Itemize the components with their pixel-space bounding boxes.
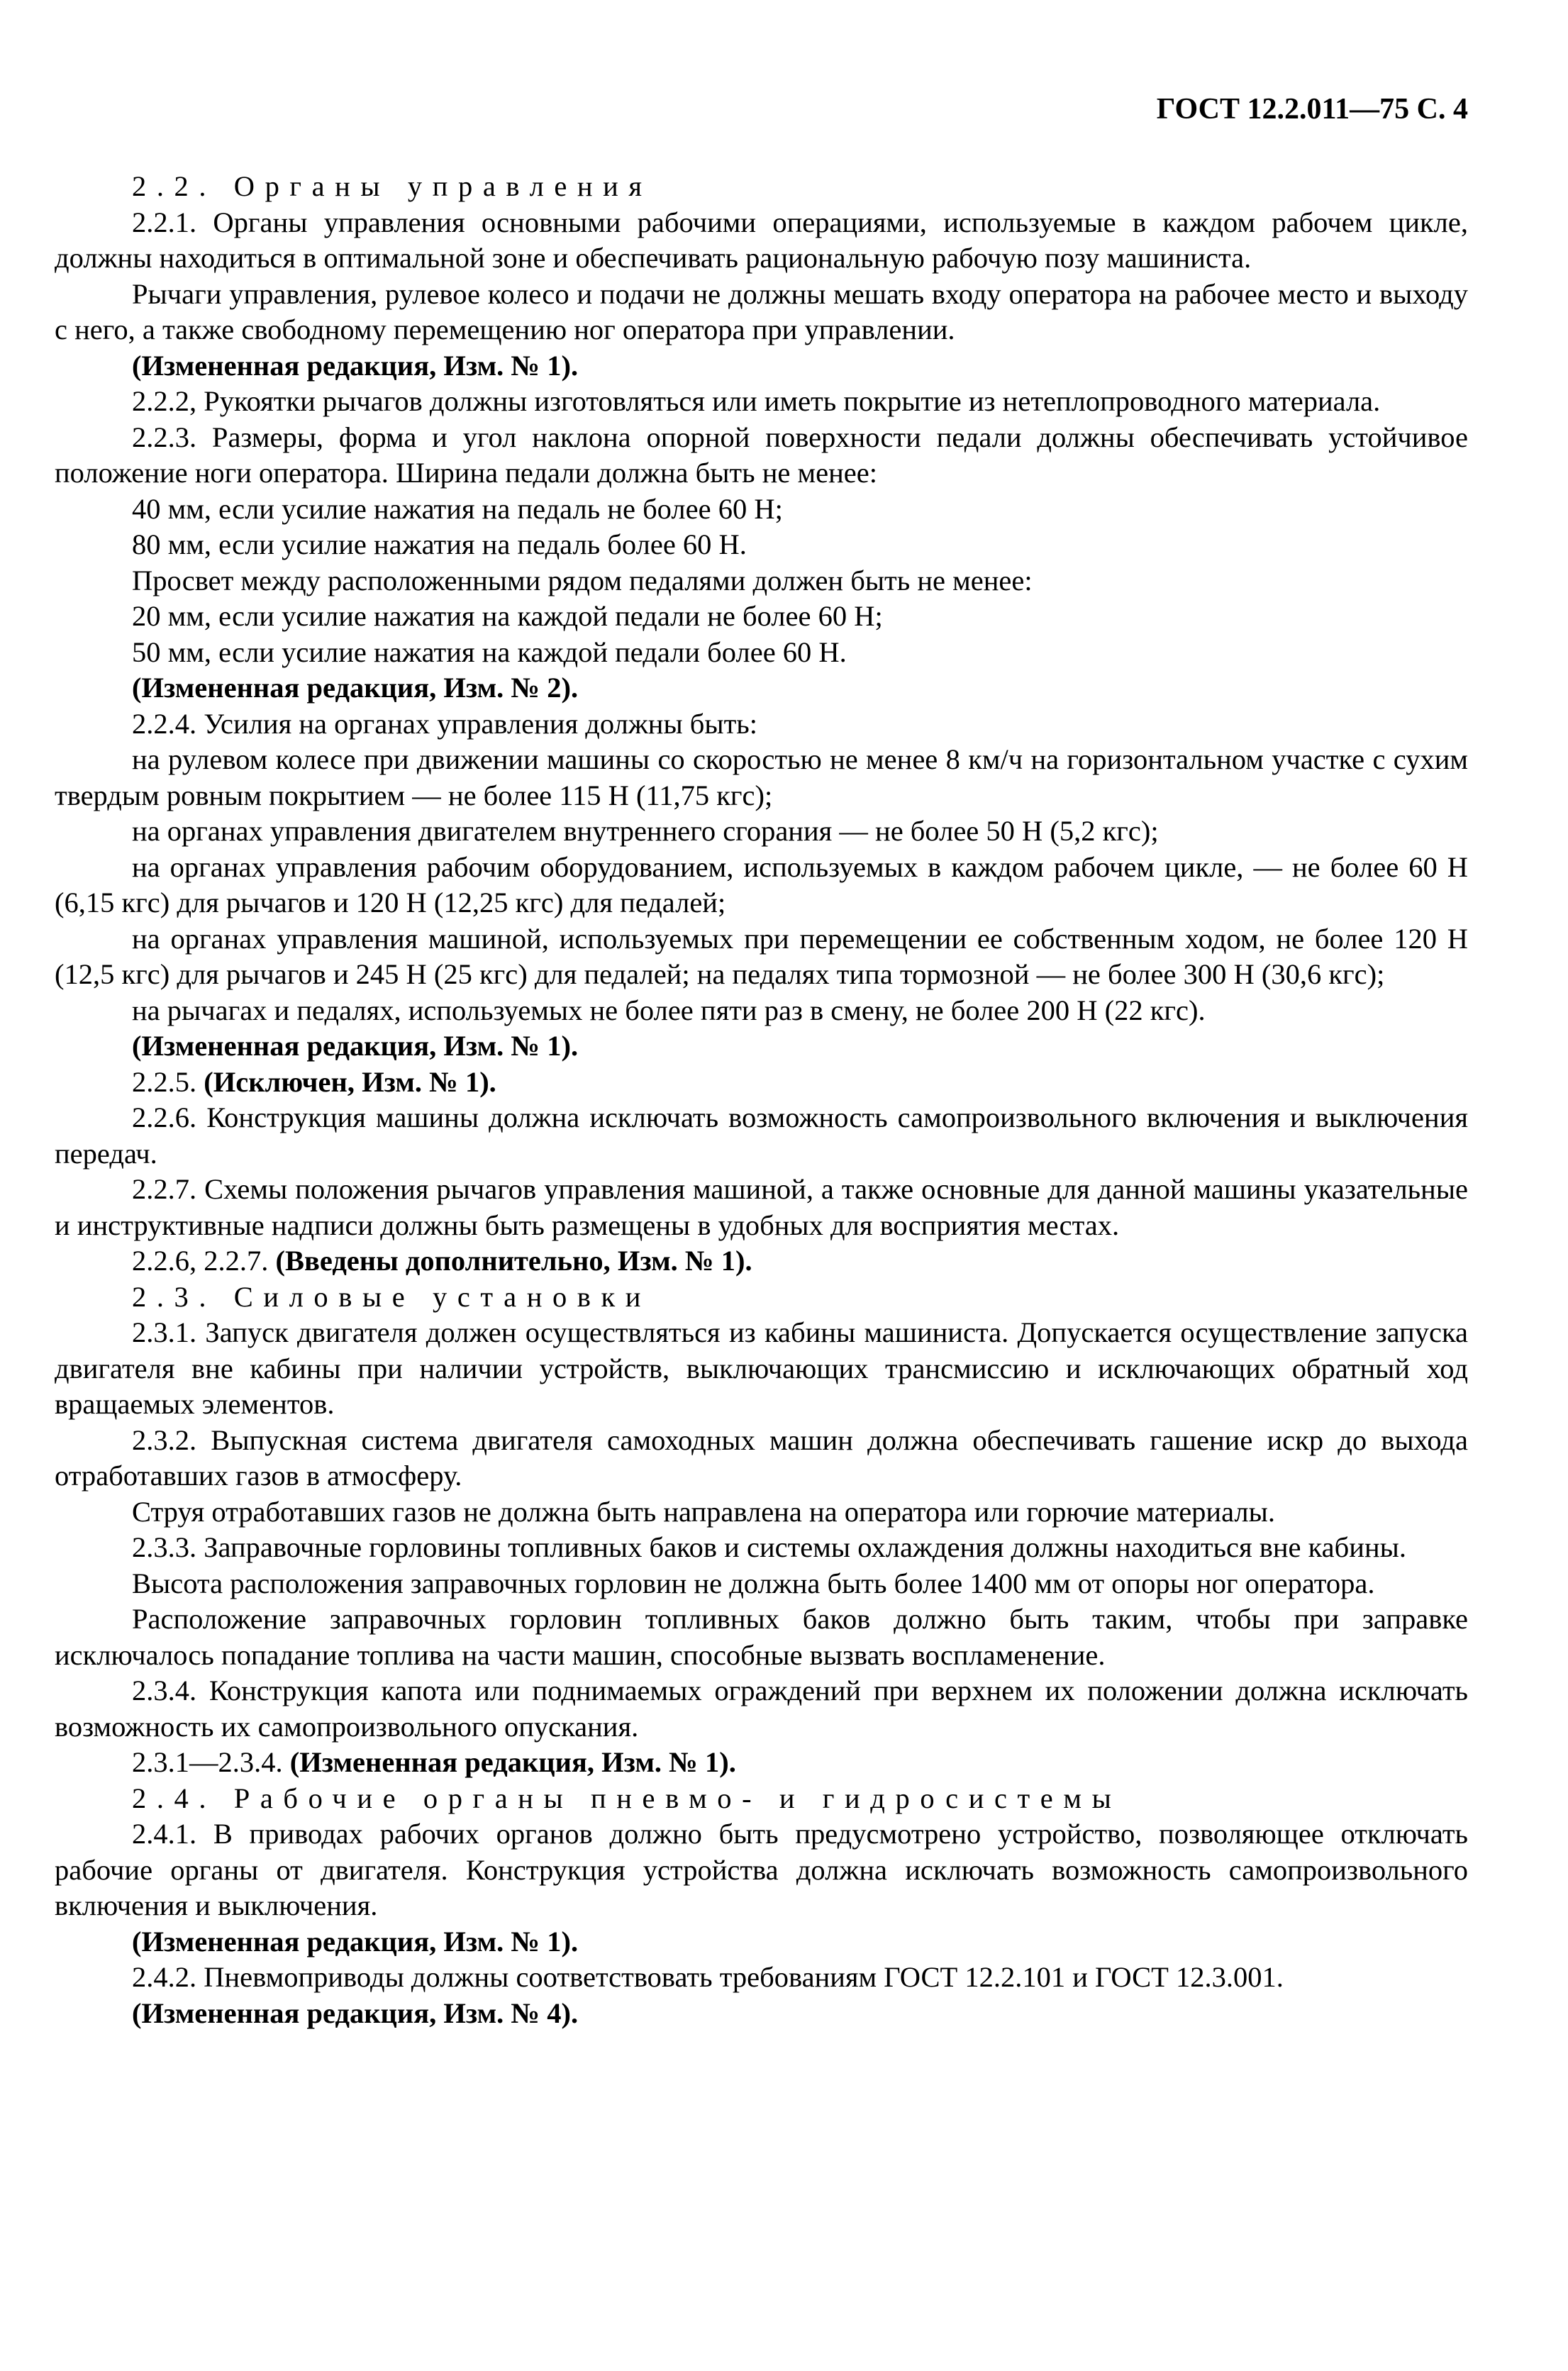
paragraph-text: (Измененная редакция, Изм. № 1). xyxy=(132,1925,579,1958)
paragraph-text: (Измененная редакция, Изм. № 1). xyxy=(132,349,579,382)
clause-number: 2.3.1—2.3.4. xyxy=(132,1746,290,1778)
document-body xyxy=(55,169,1468,2031)
paragraph xyxy=(55,1100,1468,1172)
paragraph xyxy=(55,1673,1468,1745)
paragraph xyxy=(55,706,1468,743)
paragraph xyxy=(55,420,1468,492)
paragraph-text: 2.3. Силовые установки xyxy=(132,1280,652,1313)
paragraph-text: 80 мм, если усилие нажатия на педаль более 60 Н. xyxy=(132,528,747,560)
paragraph-text: 2.2.2, Рукоятки рычагов должны изготовляться или иметь покрытие из нетеплопроводного материала. xyxy=(132,385,1381,417)
paragraph-text: 2.2.7. Схемы положения рычагов управления машиной, а также основные для данной машины указательные и инструктивные надписи должны быть размещены в удобных для восприятия местах. xyxy=(55,1173,1468,1241)
paragraph xyxy=(55,527,1468,563)
paragraph xyxy=(55,384,1468,420)
clause-number: 2.2.5. xyxy=(132,1065,204,1098)
paragraph xyxy=(55,1494,1468,1531)
paragraph-text: 2.3.4. Конструкция капота или поднимаемых ограждений при верхнем их положении должна исключать возможность их самопроизвольного опускания. xyxy=(55,1675,1468,1743)
paragraph-text: 40 мм, если усилие нажатия на педаль не более 60 Н; xyxy=(132,492,783,525)
paragraph xyxy=(55,1243,1468,1279)
amendment-note xyxy=(55,670,1468,706)
paragraph xyxy=(55,277,1468,348)
paragraph xyxy=(55,599,1468,635)
paragraph-text: на рычагах и педалях, используемых не более пяти раз в смену, не более 200 Н (22 кгс). xyxy=(132,994,1206,1026)
paragraph xyxy=(55,742,1468,814)
paragraph-text: (Измененная редакция, Изм. № 4). xyxy=(132,1997,579,2029)
paragraph-text: 2.2.1. Органы управления основными рабочими операциями, используемые в каждом рабочем цикле, должны находиться в оптимальной зоне и обеспечивать рациональную рабочую позу машиниста. xyxy=(55,206,1468,274)
paragraph-text: на органах управления рабочим оборудованием, используемых в каждом рабочем цикле, — не более 60 Н (6,15 кгс) для рычагов и 120 Н (12,25 кгс) для педалей; xyxy=(55,850,1468,918)
paragraph-text: на органах управления машиной, используемых при перемещении ее собственным ходом, не более 120 Н (12,5 кгс) для рычагов и 245 Н (25 кгс) для педалей; на педалях типа тормозной — не более 300 Н (30,6 кгс); xyxy=(55,922,1468,990)
paragraph xyxy=(55,1816,1468,1924)
paragraph-text: 2.3.3. Заправочные горловины топливных баков и системы охлаждения должны находиться вне кабины. xyxy=(132,1531,1406,1563)
paragraph-text: Струя отработавших газов не должна быть направлена на оператора или горючие материалы. xyxy=(132,1495,1275,1528)
paragraph-text: на органах управления двигателем внутреннего сгорания — не более 50 Н (5,2 кгс); xyxy=(132,815,1159,847)
amendment-note xyxy=(55,1924,1468,1960)
paragraph xyxy=(55,850,1468,921)
amendment-note xyxy=(55,1996,1468,2032)
paragraph-text: Рычаги управления, рулевое колесо и подачи не должны мешать входу оператора на рабочее место и выходу с него, а также свободному перемещению ног оператора при управлении. xyxy=(55,277,1468,345)
paragraph xyxy=(55,635,1468,671)
paragraph-text: Просвет между расположенными рядом педалями должен быть не менее: xyxy=(132,564,1033,596)
amendment-note xyxy=(55,1028,1468,1065)
paragraph-text: 2.3.2. Выпускная система двигателя самоходных машин должна обеспечивать гашение искр до выхода отработавших газов в атмосферу. xyxy=(55,1423,1468,1492)
amendment-note xyxy=(55,348,1468,384)
paragraph xyxy=(55,563,1468,599)
paragraph xyxy=(55,205,1468,277)
paragraph xyxy=(55,1960,1468,1996)
paragraph xyxy=(55,1566,1468,1602)
paragraph-text: 2.4.2. Пневмоприводы должны соответствовать требованиям ГОСТ 12.2.101 и ГОСТ 12.3.001. xyxy=(132,1961,1284,1993)
paragraph-text: (Измененная редакция, Изм. № 1). xyxy=(132,1030,579,1062)
paragraph-text: 20 мм, если усилие нажатия на каждой педали не более 60 Н; xyxy=(132,600,883,632)
paragraph-text: 2.2.6. Конструкция машины должна исключать возможность самопроизвольного включения и выключения передач. xyxy=(55,1101,1468,1170)
paragraph xyxy=(55,993,1468,1029)
paragraph xyxy=(55,1423,1468,1494)
paragraph xyxy=(55,1530,1468,1566)
paragraph-text: (Измененная редакция, Изм. № 2). xyxy=(132,672,579,704)
section-heading xyxy=(55,1279,1468,1316)
paragraph-text: (Измененная редакция, Изм. № 1). xyxy=(289,1746,736,1778)
paragraph xyxy=(55,1065,1468,1101)
paragraph-text: 2.2.4. Усилия на органах управления должны быть: xyxy=(132,707,758,740)
paragraph-text: 2.3.1. Запуск двигателя должен осуществляться из кабины машиниста. Допускается осуществление запуска двигателя вне кабины при наличии устройств, выключающих трансмиссию и исключающих обратный ход вращаемых элементов. xyxy=(55,1316,1468,1420)
paragraph-text: 2.2. Органы управления xyxy=(132,170,652,202)
paragraph xyxy=(55,921,1468,993)
paragraph xyxy=(55,492,1468,528)
paragraph-text: (Исключен, Изм. № 1). xyxy=(204,1065,496,1098)
paragraph-text: Расположение заправочных горловин топливных баков должно быть таким, чтобы при заправке исключалось попадание топлива на части машин, способные вызвать воспламенение. xyxy=(55,1603,1468,1671)
paragraph-text: 2.4.1. В приводах рабочих органов должно быть предусмотрено устройство, позволяющее отключать рабочие органы от двигателя. Конструкция устройства должна исключать возможность самопроизвольного включения и выключения. xyxy=(55,1818,1468,1921)
paragraph-text: 2.2.3. Размеры, форма и угол наклона опорной поверхности педали должны обеспечивать устойчивое положение ноги оператора. Ширина педали должна быть не менее: xyxy=(55,421,1468,489)
paragraph-text: (Введены дополнительно, Изм. № 1). xyxy=(275,1245,752,1277)
paragraph xyxy=(55,1315,1468,1423)
clause-number: 2.2.6, 2.2.7. xyxy=(132,1245,276,1277)
paragraph-text: 50 мм, если усилие нажатия на каждой педали более 60 Н. xyxy=(132,635,847,668)
paragraph xyxy=(55,1745,1468,1781)
page-header: ГОСТ 12.2.011—75 С. 4 xyxy=(1156,93,1468,126)
paragraph-text: 2.4. Рабочие органы пневмо- и гидросистемы xyxy=(132,1782,1122,1814)
section-heading xyxy=(55,169,1468,205)
paragraph xyxy=(55,1601,1468,1673)
paragraph-text: Высота расположения заправочных горловин не должна быть более 1400 мм от опоры ног оператора. xyxy=(132,1567,1375,1599)
paragraph xyxy=(55,1172,1468,1243)
paragraph xyxy=(55,814,1468,850)
paragraph-text: на рулевом колесе при движении машины со скоростью не менее 8 км/ч на горизонтальном участке с сухим твердым ровным покрытием — не более 115 Н (11,75 кгс); xyxy=(55,743,1468,811)
section-heading xyxy=(55,1781,1468,1817)
